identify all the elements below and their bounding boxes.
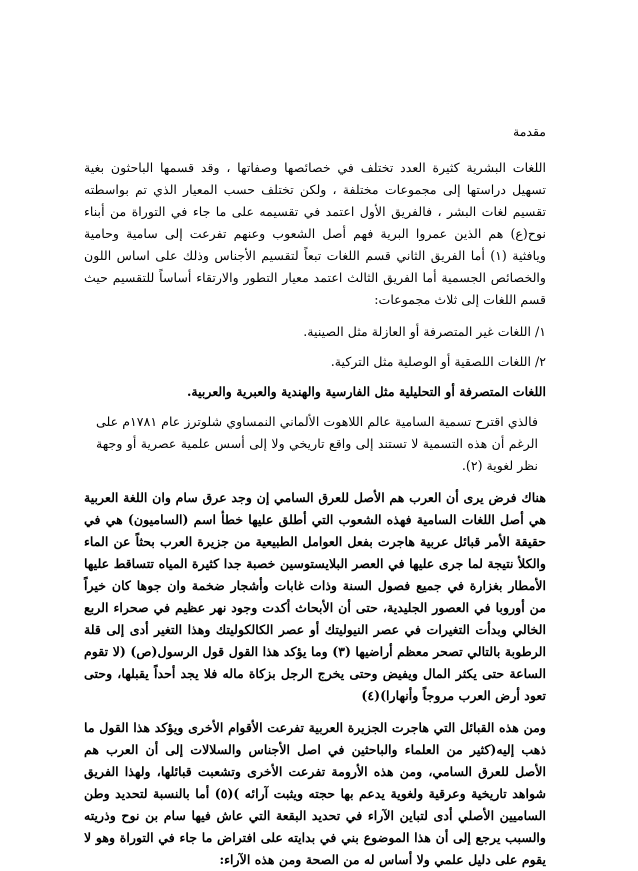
list-item-agglutinative: ٢/ اللغات اللصقية أو الوصلية مثل التركية.	[330, 354, 546, 369]
list-item-isolating: ١/ اللغات غير المتصرفة أو العازلة مثل الصينية.	[303, 324, 546, 339]
page-title: مقدمة	[513, 124, 546, 139]
hypothesis-paragraph: هناك فرض يرى أن العرب هم الأصل للعرق السامي إن وجد عرق سام وان اللغة العربية هي أصل اللغات السامية فهذه الشعوب التي أطلق عليها خطأ اسم (الساميون) هي في حقيقة الأمر قبائل عربية هاجرت بفعل العوامل الطبيعية من جزيرة العرب بحثاً عن الماء والكلأ نتيجة لما جرى عليها في العصر البلايستوسين خصبة جدا كثيرة المياه تتساقط عليها الأمطار بغزارة في جميع فصول السنة وذات غابات وأشجار ضخمة وان جوها كان خيراً من أوروبا في العصور الجليدية، حتى أن الأبحاث أكدت وجود نهر عظيم في صحراء الربع الخالي وبدأت التغيرات في عصر النيوليتك أو عصر الكالكوليتك وهذا التغير أدى إلى قلة الرطوبة بالتالي تصحر معظم أراضيها (٣) وما يؤكد هذا القول قول الرسول(ص) (لا تقوم الساعة حتى يكثر المال ويفيض وحتى يخرج الرجل بزكاة ماله فلا يجد أحداً يقبلها، وحتى تعود أرض العرب مروجاً وأنهارا)(٤)	[84, 490, 547, 703]
list-item-inflectional: اللغات المتصرفة أو التحليلية مثل الفارسية والهندية والعبرية والعربية.	[186, 384, 546, 399]
tribes-paragraph: ومن هذه القبائل التي هاجرت الجزيرة العربية تفرعت الأقوام الأخرى ويؤكد هذا القول ما ذهب إليه(كثير من العلماء والباحثين في اصل الأجناس والسلالات إلى أن العرب هم الأصل للعرق السامي، ومن هذه الأرومة تفرعت الأخرى وتشعبت قبائلها، ولهذا الفريق شواهد تاريخية وعرقية ولغوية يدعم بها حجته ويثبت آرائه )(٥) أما بالنسبة لتحديد وطن الساميين الأصلي أدى لتباين الآراء في تحديد البقعة التي عاش فيها سام بن نوح وذريته والسبب يرجع إلى أن هذا الموضوع بني في بدايته على افتراض ما جاء في التوراة وهو لا يقوم على دليل علمي ولا أساس له من الصحة ومن هذه الآراء:	[84, 720, 547, 867]
schlozer-paragraph: فالذي اقترح تسمية السامية عالم اللاهوت الألماني النمساوي شلوترز عام ١٧٨١م على الرغم أن هذه التسمية لا تستند إلى واقع تاريخي ولا إلى أسس علمية عصرية أو وجهة نظر لغوية (٢).	[96, 414, 538, 473]
intro-paragraph: اللغات البشرية كثيرة العدد تختلف في خصائصها وصفاتها ، وقد قسمها الباحثون بغية تسهيل دراستها إلى مجموعات مختلفة ، ولكن تختلف حسب المعيار الذي تم بواسطته تقسيم لغات البشر ، فالفريق الأول اعتمد في تقسيمه على ما جاء في التوراة من أبناء نوح(ع) هم الذين عمروا البرية فهم أصل الشعوب وعنهم تفرعت إلى سامية وحامية ويافثية (١) أما الفريق الثاني قسم اللغات تبعاً لتقسيم الأجناس وذلك على اساس اللون والخصائص الجسمية أما الفريق الثالث اعتمد معيار التطور والارتقاء أساساً للتقسيم حيث قسم اللغات إلى ثلاث مجموعات:	[84, 160, 547, 307]
